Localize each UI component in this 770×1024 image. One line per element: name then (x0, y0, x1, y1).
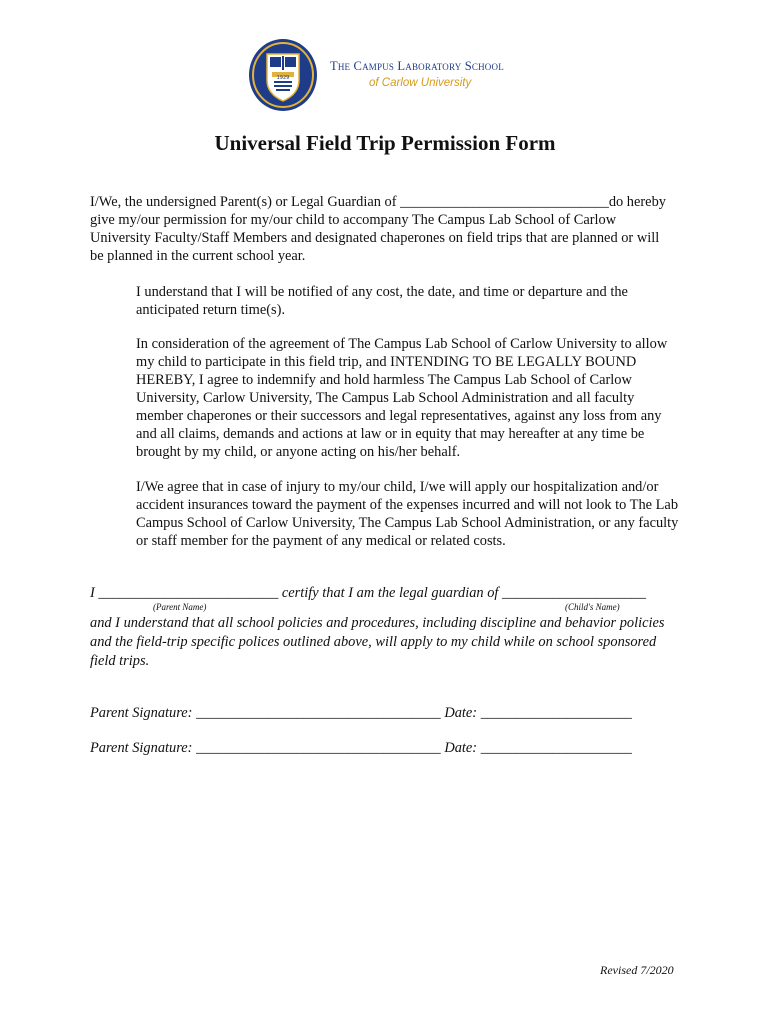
school-header (248, 38, 548, 112)
date-label: Date: (444, 705, 478, 721)
crest-year: 1929 (276, 75, 290, 81)
child-name-blank[interactable]: ____________________ (502, 585, 646, 601)
school-name: The Campus Laboratory School (330, 59, 504, 73)
school-crest-icon (248, 38, 318, 112)
insurance-paragraph: I/We agree that in case of injury to my/our child, I/we will apply our hospitalization and/or accident insurances toward the payment of the expenses incurred and will not look to The Lab Campus School of Carlow University, The Campus Lab School Administration, or any faculty or staff member for the payment of any medical or related costs. (136, 479, 679, 549)
date-label: Date: (444, 740, 478, 756)
signature-row-2 (90, 740, 690, 757)
indemnity-paragraph: In consideration of the agreement of The Campus Lab School of Carlow University to allow my child to participate in this field trip, and INTENDING TO BE LEGALLY BOUND HEREBY, I agree to indemnify and hold harmless The Campus Lab School of Carlow University, Carlow University, The Campus Lab School Administration and all faculty member chaperones or their successors and legal representatives, against any loss from any and all claims, demands and actions at law or in equity that may hereafter at any time be brought by my child, or anyone acting on his/her behalf. (136, 336, 668, 460)
parent-name-blank[interactable]: _________________________ (98, 585, 279, 601)
notification-paragraph: I understand that I will be notified of any cost, the date, and time or departure and the anticipated return time(s). (136, 284, 628, 318)
revision-date: Revised 7/2020 (600, 963, 674, 977)
parent-name-label: (Parent Name) (153, 602, 207, 612)
guardian-name-blank[interactable]: _____________________________ (400, 194, 609, 210)
cert-i: I (90, 585, 95, 601)
certification-line (90, 585, 690, 602)
intro-text-end: do hereby give my/our permission for my/our child to accompany The Campus Lab School of Carlow University Faculty/Staff Members and designated chaperones on field trips that are planned or will be planned in the current school year. (90, 194, 666, 264)
signature-blank[interactable]: __________________________________ (196, 705, 441, 721)
signature-label: Parent Signature: (90, 705, 193, 721)
date-blank[interactable]: _____________________ (480, 740, 632, 756)
signature-row-1 (90, 705, 690, 722)
form-title: Universal Field Trip Permission Form (214, 131, 556, 155)
signature-blank[interactable]: __________________________________ (196, 740, 441, 756)
signature-label: Parent Signature: (90, 740, 193, 756)
school-subtitle: of Carlow University (369, 77, 472, 89)
cert-middle-text: certify that I am the legal guardian of (281, 585, 499, 601)
child-name-label: (Child's Name) (565, 602, 620, 612)
intro-text-start: I/We, the undersigned Parent(s) or Legal Guardian of (90, 194, 397, 210)
intro-paragraph (90, 193, 670, 265)
policy-paragraph: and I understand that all school policies and procedures, including discipline and behavior policies and the field-trip specific polices outlined above, will apply to my child while on school sponsored field trips. (90, 615, 665, 669)
date-blank[interactable]: _____________________ (480, 705, 632, 721)
